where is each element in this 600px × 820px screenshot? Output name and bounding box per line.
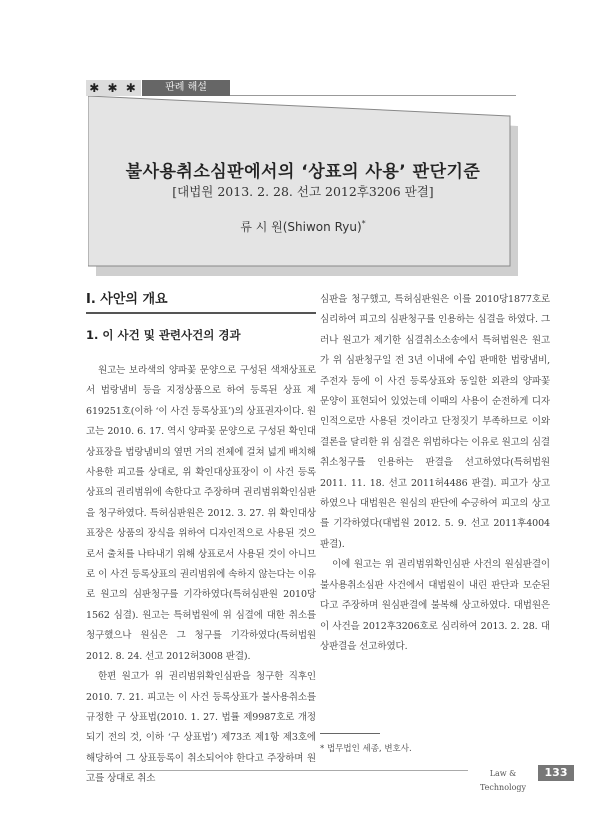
paragraph: 이에 원고는 위 권리범위확인심판 사건의 원심판결이 불사용취소심판 사건에서 대법원이 내린 판단과 모순된다고 주장하며 원심판결에 불복해 상고하였다. 대법원은 이 사건을 2012후3206호로 심리하여 2013. 2. 28. 대상판결을 선고하였다.	[320, 559, 550, 652]
page-number: 133	[538, 765, 574, 781]
paragraph: 원고는 보라색의 양파꽃 문양으로 구성된 색채상표로서 법랑냄비 등을 지정상품으로 하여 등록된 상표 제619251호(이하 ‘이 사건 등록상표’)의 상표권자이다. 원고는 2010. 6. 17. 역시 양파꽃 문양으로 구성된 확인대상표장을 법랑냄비의 옆면 거의 전체에 걸쳐 넓게 배치해 사용한 피고를 상대로, 위 확인대상표장이 이 사건 등록상표의 권리범위에 속한다고 주장하며 권리범위확인심판을 청구하였다. 특허심판원은 2012. 3. 27. 위 확인대상표장은 상품의 장식을 위하여 디자인적으로 사용된 것으로서 출처를 나타내기 위해 상표로서 사용된 것이 아니므로 이 사건 등록상표의 권리범위에 속하지 않는다는 이유로 원고의 심판청구를 기각하였다(특허심판원 2010당1562 심결). 원고는 특허법원에 위 심결에 대한 취소를 청구했으나 원심은 그 청구를 기각하였다(특허법원 2012. 8. 24. 선고 2012허3008 판결).	[86, 365, 316, 662]
right-column	[320, 290, 550, 657]
author-footnote-mark: *	[361, 219, 366, 228]
journal-name: Law & Technology	[468, 767, 538, 781]
footnote: * 법무법인 세종, 변호사.	[320, 744, 412, 754]
footnote-rule	[320, 733, 380, 734]
article-title: 불사용취소심판에서의 ‘상표의 사용’ 판단기준	[125, 162, 481, 182]
section-heading: I. 사안의 개요	[86, 292, 168, 307]
paragraph: 한편 원고가 위 권리범위확인심판을 청구한 직후인 2010. 7. 21. 피고는 이 사건 등록상표가 불사용취소를 규정한 구 상표법(2010. 1. 27. 법률 제9987호로 개정되기 전의 것, 이하 ‘구 상표법’) 제73조 제1항 제3호에 해당하여 그 상표등록이 취소되어야 한다고 주장하며 원고를 상대로 취소	[86, 671, 316, 785]
author-name: 류 시 원(Shiwon Ryu)	[240, 220, 362, 234]
section-rule	[86, 312, 316, 314]
category-label: 판례 해설	[142, 80, 230, 96]
article-author	[88, 218, 518, 235]
title-box	[88, 96, 518, 286]
paragraph: 심판을 청구했고, 특허심판원은 이를 2010당1877호로 심리하여 피고의 심판청구를 인용하는 심결을 하였다. 그러나 원고가 제기한 심결취소소송에서 특허법원은 원고가 위 심판청구일 전 3년 이내에 수입 판매한 법랑냄비, 주전자 등에 이 사건 등록상표와 동일한 외관의 양파꽃 문양이 표현되어 있었는데 이때의 사용이 순전하게 디자인적으로만 사용된 것이라고 단정짓기 부족하므로 이와 결론을 달리한 위 심결은 위법하다는 이유로 원고의 심결취소청구를 인용하는 판결을 선고하였다(특허법원 2011. 11. 18. 선고 2011허4486 판결). 피고가 상고하였으나 대법원은 원심의 판단에 수긍하여 피고의 상고를 기각하였다(대법원 2012. 5. 9. 선고 2011후4004 판결).	[320, 294, 550, 550]
left-column	[86, 290, 316, 790]
star-icons: ✱ ✱ ✱	[86, 80, 141, 96]
subsection-heading: 1. 이 사건 및 관련사건의 경과	[86, 328, 241, 342]
article-subtitle: [대법원 2013. 2. 28. 선고 2012후3206 판결]	[172, 184, 434, 199]
section-header-bar	[86, 80, 516, 96]
